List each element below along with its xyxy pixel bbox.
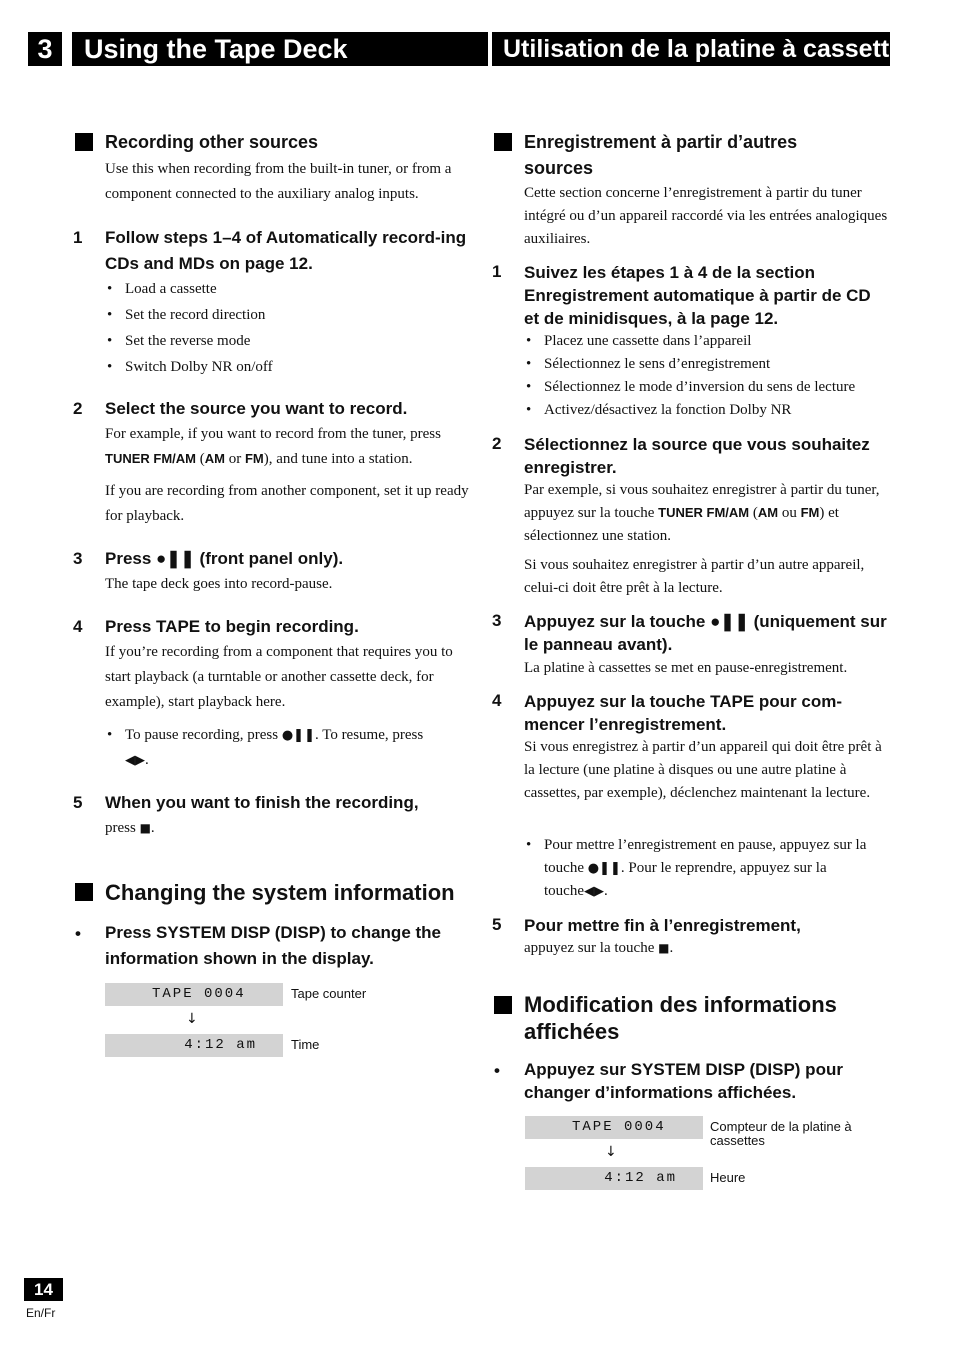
changing-step: Press SYSTEM DISP (DISP) to change the information shown in the display. <box>105 923 441 968</box>
text: ( <box>196 451 205 467</box>
display-time: 4:12 am <box>105 1034 283 1057</box>
section-heading-changing: Changing the system information <box>105 880 455 905</box>
list-item: • Placez une cassette dans l’appareil <box>524 330 894 353</box>
display-time: 4:12 am <box>525 1167 703 1190</box>
step-1-text-fr: Suivez les étapes 1 à 4 de la section Enregistrement automatique à partir de CD et de minidisques, à la page 12. <box>524 263 871 328</box>
header-title-fr: Utilisation de la platine à cassettes <box>492 32 890 66</box>
display-caption: Heure <box>710 1170 746 1185</box>
text: or <box>224 451 245 467</box>
step-5-text-fr: Pour mettre fin à l’enregistrement, <box>524 916 801 935</box>
list-item: • Set the record direction <box>105 302 475 328</box>
section-heading-recording: Recording other sources <box>105 132 319 152</box>
button-ref-fm: FM <box>244 451 264 466</box>
step-2-desc-2: If you are recording from another component, set it up ready for playback. <box>105 483 469 524</box>
step-4-bullets <box>105 723 475 773</box>
record-pause-icon: ●❚❚ <box>156 549 195 568</box>
arrow-down-icon: ↓ <box>186 1011 198 1027</box>
display-caption: Compteur de la platine à cassettes <box>710 1119 852 1148</box>
text: appuyez sur la touche <box>524 940 659 956</box>
step-3-text <box>105 546 475 572</box>
step-3-desc: The tape deck goes into record-pause. <box>105 576 333 592</box>
bullet: • <box>494 1061 500 1080</box>
section-marker <box>494 133 512 151</box>
play-icon: ◀▶ <box>583 884 604 899</box>
step-5-text: When you want to finish the recording, <box>105 793 419 812</box>
recording-intro-fr: Cette section concerne l’enregistrement à partir du tuner intégré ou d’un appareil raccordé via les entrées analogiques auxiliaires. <box>524 185 888 247</box>
section-heading-changing-fr: Modification des informations affichées <box>524 992 837 1044</box>
text: ) et sélectionnez une station. <box>524 505 839 544</box>
step-5-desc: press ■. <box>105 820 155 836</box>
play-icon: ◀▶ <box>125 753 145 768</box>
button-ref-fm: FM <box>800 505 820 520</box>
text: ( <box>749 505 758 521</box>
step-2-desc-2-fr: Si vous souhaitez enregistrer à partir d’un autre appareil, celui-ci doit être prêt à la lecture. <box>524 557 865 596</box>
step-3-desc-fr: La platine à cassettes se met en pause-enregistrement. <box>524 660 848 676</box>
text: press <box>105 820 140 836</box>
step-4-desc: If you’re recording from a component that requires you to start playback (a turntable or another cassette deck, for example), start playback here. <box>105 644 453 710</box>
stop-icon: ■ <box>658 941 670 955</box>
step-3-text-fr <box>524 610 894 656</box>
text: (front panel only). <box>194 549 344 568</box>
step-5-desc-fr: appuyez sur la touche ■. <box>524 940 674 956</box>
section-marker <box>494 996 512 1014</box>
step-number: 1 <box>73 228 83 247</box>
text: ou <box>778 505 801 521</box>
step-number: 3 <box>492 611 502 630</box>
step-1-bullets-fr <box>524 330 894 422</box>
chapter-number: 3 <box>28 32 62 66</box>
step-2-text: Select the source you want to record. <box>105 399 408 418</box>
text: ), and tune into a station. <box>263 451 413 467</box>
page-number: 14 <box>24 1278 63 1301</box>
text: . To resume, press <box>314 727 424 743</box>
section-heading-recording-fr: Enregistrement à partir d’autres sources <box>524 132 798 178</box>
record-pause-icon: ●❚❚ <box>710 612 749 631</box>
display-tape-counter: TAPE 0004 <box>525 1116 703 1139</box>
record-pause-icon: ●❚❚ <box>281 728 315 743</box>
text: Press <box>105 549 157 568</box>
step-number: 3 <box>73 549 83 568</box>
step-4-bullets-fr <box>524 834 894 903</box>
step-number: 5 <box>492 915 502 934</box>
record-pause-icon: ●❚❚ <box>587 861 621 876</box>
list-item: • Activez/désactivez la fonction Dolby NR <box>524 399 894 422</box>
button-ref-tuner: TUNER FM/AM <box>105 451 196 466</box>
text: Par exemple, si vous souhaitez enregistrer à partir du tuner, appuyez sur la touche <box>524 482 880 521</box>
list-item: • Set the reverse mode <box>105 328 475 354</box>
recording-intro: Use this when recording from the built-in tuner, or from a component connected to the auxiliary analog inputs. <box>105 161 452 202</box>
text: Appuyez sur la touche <box>524 612 711 631</box>
display-tape-counter: TAPE 0004 <box>105 983 283 1006</box>
arrow-down-icon: ↓ <box>605 1144 617 1160</box>
section-marker <box>75 883 93 901</box>
step-number: 4 <box>73 617 83 636</box>
header-title-en: Using the Tape Deck <box>72 32 488 66</box>
list-item: • Pour mettre l’enregistrement en pause, appuyez sur la touche ●❚❚. Pour le reprendre, appuyez sur la touche◀▶. <box>524 834 894 903</box>
step-2-text-fr: Sélectionnez la source que vous souhaitez enregistrer. <box>524 435 870 477</box>
step-4-desc-fr: Si vous enregistrez à partir d’un appareil qui doit être prêt à la lecture (une platine à disques ou une autre platine à cassettes, par exemple), déclenchez maintenant la lecture. <box>524 739 882 801</box>
step-4-text: Press TAPE to begin recording. <box>105 617 359 636</box>
step-2-desc <box>105 422 475 472</box>
text: To pause recording, press <box>125 727 282 743</box>
step-number: 2 <box>492 434 502 453</box>
display-caption: Tape counter <box>291 986 367 1001</box>
text: For example, if you want to record from the tuner, press <box>105 426 441 442</box>
text: Pour mettre l’enregistrement en pause, appuyez sur la touche <box>544 837 867 876</box>
list-item: • Switch Dolby NR on/off <box>105 354 475 380</box>
step-2-desc-fr <box>524 479 894 548</box>
list-item: • To pause recording, press ●❚❚. To resume, press ◀▶. <box>105 723 475 773</box>
step-number: 2 <box>73 399 83 418</box>
text: (uniquement sur le panneau avant). <box>524 612 887 654</box>
section-marker <box>75 133 93 151</box>
button-ref-am: AM <box>757 505 779 520</box>
step-4-text-fr: Appuyez sur la touche TAPE pour com-mencer l’enregistrement. <box>524 692 842 734</box>
display-caption: Time <box>291 1037 320 1052</box>
language-code: En/Fr <box>26 1306 56 1320</box>
step-number: 4 <box>492 691 502 710</box>
step-1-bullets <box>105 276 475 380</box>
text: . Pour le reprendre, appuyez sur la touche <box>544 860 827 899</box>
step-1-text: Follow steps 1–4 of Automatically record-ing CDs and MDs on page 12. <box>105 228 467 273</box>
changing-step-fr: Appuyez sur SYSTEM DISP (DISP) pour changer d’informations affichées. <box>524 1060 843 1102</box>
bullet: • <box>75 924 81 943</box>
list-item: • Sélectionnez le mode d’inversion du sens de lecture <box>524 376 894 399</box>
list-item: • Load a cassette <box>105 276 475 302</box>
button-ref-am: AM <box>204 451 225 466</box>
step-number: 5 <box>73 793 83 812</box>
step-number: 1 <box>492 262 502 281</box>
stop-icon: ■ <box>139 821 151 835</box>
list-item: • Sélectionnez le sens d’enregistrement <box>524 353 894 376</box>
button-ref-tuner: TUNER FM/AM <box>658 505 750 520</box>
